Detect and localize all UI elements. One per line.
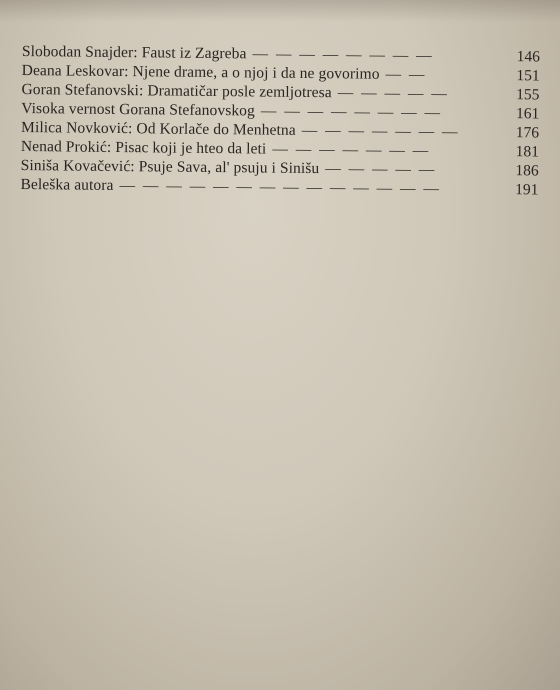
toc-entry-page: 191 bbox=[515, 181, 539, 199]
toc-entry-title: Beleška autora bbox=[20, 175, 114, 194]
toc-entry-page: 176 bbox=[515, 124, 540, 142]
toc-entry-title: Milica Novković: Od Korlače do Menhetna bbox=[21, 118, 296, 139]
table-of-contents bbox=[20, 42, 540, 199]
toc-entry-title: Deana Leskovar: Njene drame, a o njoj i da ne govorimo bbox=[21, 61, 380, 83]
toc-entry-leader: — — — — — bbox=[325, 160, 437, 179]
toc-entry-leader: — — — — — — — — bbox=[252, 45, 434, 65]
toc-entry-title: Visoka vernost Gorana Stefanovskog bbox=[21, 99, 256, 120]
toc-entry-page: 161 bbox=[515, 105, 540, 123]
toc-entry-leader: — — — — — — — bbox=[301, 121, 460, 141]
toc-entry-page: 155 bbox=[516, 86, 540, 104]
toc-entry-leader: — — — — — — — — — — — — — — bbox=[119, 177, 442, 198]
toc-entry-leader: — — — — — — — — bbox=[260, 102, 443, 122]
toc-entry-page: 186 bbox=[515, 162, 539, 180]
toc-entry-leader: — — — — — bbox=[337, 84, 449, 103]
toc-entry-title: Nenad Prokić: Pisac koji je hteo da leti bbox=[20, 137, 267, 158]
toc-entry-page: 146 bbox=[516, 48, 540, 66]
toc-entry-title: Goran Stefanovski: Dramatičar posle zemljotresa bbox=[21, 80, 332, 102]
toc-entry-title: Siniša Kovačević: Psuje Sava, al' psuju i Sinišu bbox=[20, 156, 320, 178]
toc-entry-page: 181 bbox=[515, 143, 539, 161]
toc-entry-leader: — — — — — — — bbox=[272, 140, 431, 160]
page-top-shadow bbox=[0, 0, 560, 22]
toc-entry-title: Slobodan Snajder: Faust iz Zagreba bbox=[21, 42, 247, 63]
toc-entry-leader: — — bbox=[385, 65, 427, 84]
bleed-through-text bbox=[60, 220, 530, 690]
toc-entry-page: 151 bbox=[516, 67, 540, 85]
toc-entry bbox=[20, 175, 538, 199]
